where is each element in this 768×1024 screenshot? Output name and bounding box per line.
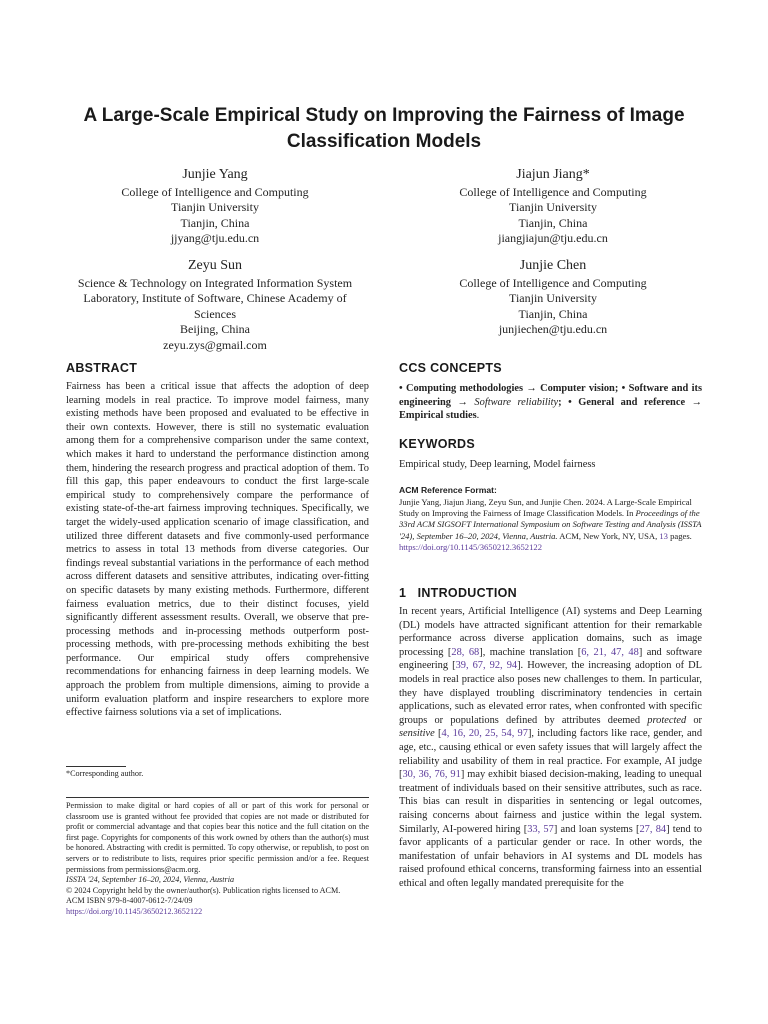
reference-format-heading: ACM Reference Format:	[399, 485, 497, 495]
ref-doi-link[interactable]: https://doi.org/10.1145/3650212.3652122	[399, 541, 542, 552]
intro-emphasis: protected	[647, 714, 687, 726]
ref-proceedings: Proceedings of the 33rd ACM SIGSOFT International Symposium on Software Testing and Analysis (ISSTA '24), September 16–20, 2024, Vienna, Austria.	[399, 508, 702, 541]
intro-emphasis: sensitive	[399, 728, 435, 740]
footnote-rule	[66, 766, 126, 767]
permission-block	[66, 801, 369, 918]
keywords-text: Empirical study, Deep learning, Model fairness	[399, 459, 596, 470]
author-name: Junjie Chen	[519, 258, 587, 273]
author-block-3	[60, 256, 370, 353]
reference-format-text	[399, 497, 702, 553]
author-affiliation: College of Intelligence and Computing	[121, 185, 309, 199]
introduction-section	[399, 586, 702, 890]
abstract-text: Fairness has been a critical issue that affects the adoption of deep learning models in real practice. To improve model fairness, many existing methods have been proposed and evaluated to be effective in their own contexts. However, there is still no systematic evaluation among them for a comprehensive comparison under the same context, which makes it hard to understand the performance distinction among them, hindering the research progress and practical adoption of them. To fill this gap, this paper endeavours to conduct the first large-scale empirical study to comprehensively compare the performance of existing state-of-the-art fairness improving techniques. Specifically, we target the widely-used application scenario of image classification, and utilized three different datasets and five commonly-used performance metrics to assess in total 13 methods from diverse categories. Our findings reveal substantial variations in the performance of each method across different datasets and sensitive attributes, indicating over-fitting on specific datasets by many existing methods. Furthermore, different fairness evaluation metrics, due to their distinct focuses, yield significantly different assessment results. Overall, we observe that pre-processing methods and in-processing methods outperform post-processing methods, with pre-processing methods exhibiting the best performance. Our empirical study offers comprehensive recommendations for enhancing fairness in deep learning models. We approach the problem from multiple dimensions, aiming to provide a uniform evaluation platform and inspire researchers to explore more effective fairness solutions via a set of implications.	[66, 381, 369, 719]
author-affiliation: Tianjin University	[509, 200, 597, 215]
author-affiliation: Sciences	[194, 306, 236, 321]
intro-text: or	[686, 714, 702, 726]
permission-rule	[66, 797, 369, 798]
author-email: zeyu.zys@gmail.com	[163, 337, 267, 352]
ccs-item-general: ; • General and reference → Empirical studies	[399, 396, 702, 422]
abstract-heading: ABSTRACT	[66, 361, 138, 375]
author-location: Beijing, China	[180, 322, 250, 337]
venue-line	[66, 875, 369, 886]
ref-pages-suffix: pages.	[667, 530, 692, 541]
author-name: Junjie Yang	[182, 167, 248, 182]
isbn-line: ACM ISBN 979-8-4007-0612-7/24/09	[66, 896, 193, 906]
author-name: Jiajun Jiang*	[516, 167, 590, 182]
author-location: Tianjin, China	[518, 306, 588, 321]
ccs-item-vision: • Computing methodologies → Computer vision	[399, 383, 615, 394]
ccs-heading: CCS CONCEPTS	[399, 361, 502, 375]
keywords-section	[399, 437, 702, 472]
footnote	[66, 769, 369, 780]
citation-link[interactable]: 39, 67, 92, 94	[455, 660, 518, 672]
author-block-4	[398, 256, 708, 338]
citation-link[interactable]: 28, 68	[451, 646, 480, 658]
paper-title: A Large-Scale Empirical Study on Improving the Fairness of Image Classification Models	[83, 105, 685, 152]
citation-link[interactable]: 6, 21, 47, 48	[581, 646, 639, 658]
copyright-line: © 2024 Copyright held by the owner/author(s). Publication rights licensed to ACM.	[66, 885, 341, 895]
introduction-heading: 1 INTRODUCTION	[399, 586, 517, 600]
ccs-end: .	[476, 410, 480, 422]
citation-link[interactable]: 27, 84	[639, 823, 667, 835]
citation-link[interactable]: 30, 36, 76, 91	[402, 769, 461, 781]
author-name: Zeyu Sun	[187, 258, 243, 273]
intro-text: In recent years, Artificial Intelligence (AI) systems and Deep Learning (DL) models have attracted significant attention for their remarkable performance across diverse application domains, such as image processing [	[399, 606, 702, 658]
permission-text: Permission to make digital or hard copies of all or part of this work for personal or classroom use is granted without fee provided that copies are not made or distributed for profit or commercial advantage and that copies bear this notice and the full citation on the first page. Copyrights for components of this work owned by others than the author(s) must be honored. Abstracting with credit is permitted. To copy otherwise, or republish, to post on servers or to redistribute to lists, requires prior specific permission and/or a fee. Request permissions from permissions@acm.org.	[66, 801, 369, 874]
venue-text: ISSTA '24, September 16–20, 2024, Vienna, Austria	[66, 875, 235, 885]
reference-format-section	[399, 485, 702, 553]
author-email: jiangjiajun@tju.edu.cn	[498, 231, 608, 246]
ccs-text	[399, 382, 702, 423]
author-affiliation: Tianjin University	[509, 291, 597, 306]
ref-pre: Junjie Yang, Jiajun Jiang, Zeyu Sun, and Junjie Chen. 2024. A Large-Scale Empirical Study on Improving the Fairness of Image Classification Models. In	[399, 497, 692, 519]
intro-text: ]. However, the increasing adoption of DL models in real practice also poses new challenges to them. In particular, they have displayed troubling discriminatory tendencies in certain applications, such as elevated error rates, when confronted with specific groups or populations defined by attributes deemed	[399, 660, 702, 726]
corresponding-author-note: *Corresponding author.	[66, 769, 144, 778]
intro-text: ] tend to favor applicants of a particular gender or race. In other words, the manifestation of unfair behaviors in AI systems and DL models has raised profound ethical concerns, transforming fairness into an essential ethical and often legally mandated prerequisite for the	[399, 823, 703, 889]
author-affiliation: Tianjin University	[171, 200, 259, 215]
ref-pages[interactable]: 13	[659, 530, 668, 541]
doi-link[interactable]: https://doi.org/10.1145/3650212.3652122	[66, 906, 203, 916]
author-email: jjyang@tju.edu.cn	[170, 231, 260, 246]
ref-post: ACM, New York, NY, USA,	[557, 530, 660, 541]
author-affiliation: College of Intelligence and Computing	[459, 276, 647, 290]
author-affiliation: Science & Technology on Integrated Information System	[77, 276, 353, 290]
intro-text: ] and software engineering [	[399, 646, 702, 672]
author-block-1	[60, 165, 370, 247]
ccs-item-software: ; • Software and its engineering →	[399, 383, 703, 408]
introduction-text	[399, 605, 702, 890]
intro-text: [	[434, 728, 442, 740]
abstract-section	[66, 361, 369, 720]
author-location: Tianjin, China	[518, 215, 588, 230]
author-email: junjiechen@tju.edu.cn	[498, 322, 608, 337]
ccs-section	[399, 361, 702, 423]
intro-text: ] may exhibit biased decision-making, leading to unequal treatment of individuals based on their sensitive attributes, such as race. This bias can result in disparities in sentencing or legal outcomes, raising concerns about fairness and justice within the legal system. Similarly, AI-powered hiring [	[399, 769, 702, 835]
keywords-heading: KEYWORDS	[399, 437, 476, 451]
ccs-item-reliability: Software reliability	[474, 396, 559, 408]
intro-text: ] and loan systems [	[553, 823, 640, 835]
intro-text: ], including factors like race, gender, and age, etc., causing ethical or even safety issues that will largely affect the reliability and usability of them in real practice. For example, AI judge [	[399, 728, 703, 781]
author-block-2	[398, 165, 708, 247]
author-affiliation: College of Intelligence and Computing	[459, 185, 647, 199]
citation-link[interactable]: 4, 16, 20, 25, 54, 97	[441, 728, 528, 740]
author-location: Tianjin, China	[180, 215, 250, 230]
intro-text: ], machine translation [	[479, 646, 582, 658]
citation-link[interactable]: 33, 57	[527, 823, 554, 835]
author-affiliation: Laboratory, Institute of Software, Chinese Academy of	[83, 291, 347, 306]
